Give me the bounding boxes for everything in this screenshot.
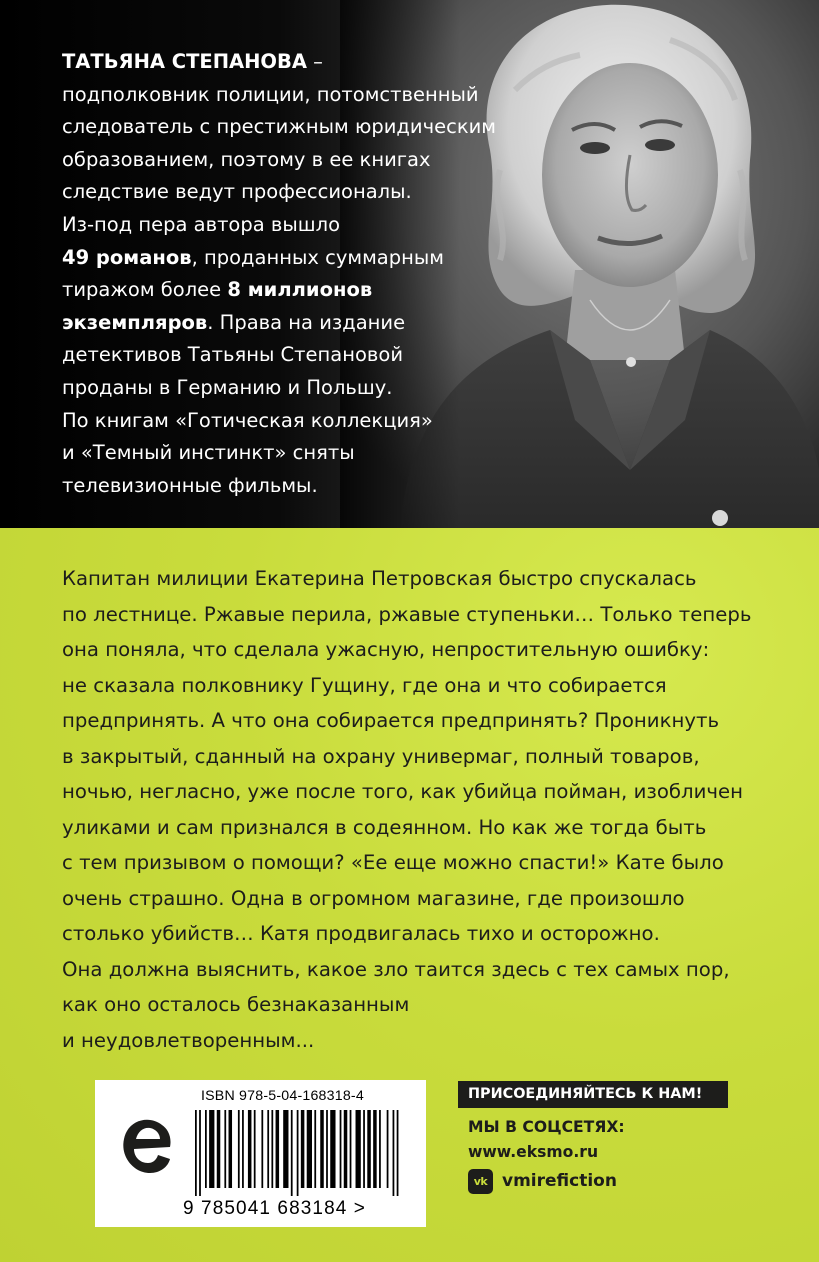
website-link[interactable]: www.eksmo.ru: [468, 1143, 599, 1161]
annotation-line: предпринять. А что она собирается предпринять? Проникнуть: [62, 709, 720, 732]
bio-line: [62, 111, 496, 144]
bio-line: [62, 176, 462, 209]
bio-line: [62, 339, 462, 372]
barcode-bar: [224, 1110, 226, 1188]
vk-icon: vk: [468, 1169, 493, 1194]
barcode-card: [95, 1080, 426, 1227]
barcode-bar: [276, 1110, 280, 1188]
barcode-bar: [248, 1110, 252, 1188]
vk-handle: vmirefiction: [502, 1171, 617, 1191]
bio-text: подполковник полиции, потомственный: [62, 82, 479, 106]
bio-text: –: [306, 50, 323, 73]
bio-text: следователь с престижным юридическим: [62, 115, 496, 139]
barcode-bar: [387, 1110, 389, 1188]
barcode-bar: [314, 1110, 316, 1188]
bio-text: , проданных суммарным: [191, 245, 444, 269]
bio-line: [62, 372, 462, 405]
barcode-bar: [217, 1110, 221, 1188]
bio-bold-text: 49 романов: [62, 245, 192, 269]
barcode-bar: [356, 1110, 361, 1188]
barcode-bar: [373, 1110, 377, 1188]
bio-line: [62, 144, 462, 177]
annotation-line: Капитан милиции Екатерина Петровская быстро спускалась: [62, 567, 697, 590]
barcode-bar: [297, 1110, 299, 1196]
annotation-line: в закрытый, сданный на охрану универмаг, полный товаров,: [62, 744, 700, 768]
barcode-digits: 9 785041 683184 >: [183, 1198, 367, 1219]
author-bio: [62, 46, 496, 502]
join-banner: ПРИСОЕДИНЯЙТЕСЬ К НАМ!: [458, 1081, 728, 1108]
annotation-line: очень страшно. Одна в огромном магазине, где произошло: [62, 886, 685, 910]
eksmo-logo-icon: [118, 1113, 174, 1179]
annotation-line: с тем призывом о помощи? «Ее еще можно спасти!» Кате было: [62, 851, 724, 874]
bio-line: [62, 405, 462, 438]
barcode-bar: [393, 1110, 395, 1196]
barcode-bar: [301, 1110, 305, 1188]
bio-text: телевизионные фильмы.: [62, 473, 318, 497]
barcode-bar: [283, 1110, 288, 1188]
isbn-label: ISBN 978-5-04-168318-4: [201, 1088, 364, 1104]
bio-text: проданы в Германию и Польшу.: [62, 375, 393, 399]
bio-text: и «Темный инстинкт» сняты: [62, 441, 355, 465]
bio-text: следствие ведут профессионалы.: [62, 180, 412, 204]
annotation-line: ночью, негласно, уже после того, как убийца пойман, изобличен: [62, 780, 744, 803]
bio-line: [62, 209, 462, 242]
barcode-bar: [229, 1110, 233, 1188]
barcode-bar: [209, 1110, 214, 1188]
barcode-bar: [340, 1110, 342, 1188]
barcode-bars: [195, 1110, 417, 1196]
barcode-bar: [238, 1110, 240, 1188]
barcode-bar: [307, 1110, 312, 1188]
annotation-line: по лестнице. Ржавые перила, ржавые ступеньки… Только теперь: [62, 602, 752, 626]
barcode-bar: [326, 1110, 328, 1188]
annotation-line: столько убийств… Катя продвигалась тихо и осторожно.: [62, 922, 660, 945]
author-section: [0, 0, 819, 528]
bio-text: детективов Татьяны Степановой: [62, 343, 403, 367]
barcode-bar: [367, 1110, 371, 1188]
barcode-bar: [267, 1110, 269, 1188]
barcode-bar: [254, 1110, 256, 1188]
barcode-bar: [363, 1110, 365, 1188]
bio-bold-text: 8 миллионов: [227, 278, 373, 302]
barcode-bar: [344, 1110, 348, 1188]
barcode-bar: [205, 1110, 207, 1188]
annotation-line: Она должна выяснить, какое зло таится здесь с тех самых пор,: [62, 957, 730, 981]
barcode-bar: [350, 1110, 352, 1188]
social-networks-label: МЫ В СОЦСЕТЯХ:: [468, 1118, 625, 1136]
bio-line: [62, 437, 462, 470]
bio-text: образованием, поэтому в ее книгах: [62, 147, 431, 171]
barcode-bar: [271, 1110, 273, 1188]
barcode-bar: [379, 1110, 381, 1188]
annotation-line: уликами и сам признался в содеянном. Но как же тогда быть: [62, 815, 707, 839]
bio-line: [62, 470, 462, 503]
annotation-line: она поняла, что сделала ужасную, непростительную ошибку:: [62, 638, 710, 661]
barcode-bar: [330, 1110, 335, 1188]
book-annotation: [62, 561, 762, 1058]
barcode-bar: [291, 1110, 293, 1196]
bio-line: [62, 46, 462, 79]
bio-line: [62, 274, 462, 307]
barcode-bar: [397, 1110, 399, 1196]
bio-text: Из-под пера автора вышло: [62, 212, 341, 236]
annotation-line: как оно осталось безнаказанным: [62, 993, 410, 1016]
barcode-bar: [261, 1110, 263, 1188]
annotation-line: и неудовлетворенным...: [62, 1028, 315, 1052]
bio-bold-text: экземпляров: [62, 310, 208, 334]
barcode-bar: [320, 1110, 324, 1188]
bio-text: По книгам «Готическая коллекция»: [62, 408, 433, 432]
bio-line: [62, 242, 462, 275]
bio-text: . Права на издание: [207, 310, 406, 334]
annotation-line: не сказала полковнику Гущину, где она и что собирается: [62, 673, 667, 697]
bio-bold-text: ТАТЬЯНА СТЕПАНОВА: [62, 50, 307, 73]
bio-text: тиражом более: [62, 278, 228, 302]
barcode-bar: [199, 1110, 201, 1196]
barcode-bar: [242, 1110, 244, 1188]
barcode-bar: [195, 1110, 197, 1196]
social-block: [458, 1081, 728, 1195]
bio-line: [62, 79, 479, 112]
vk-link[interactable]: [458, 1167, 728, 1195]
bio-line: [62, 307, 462, 340]
